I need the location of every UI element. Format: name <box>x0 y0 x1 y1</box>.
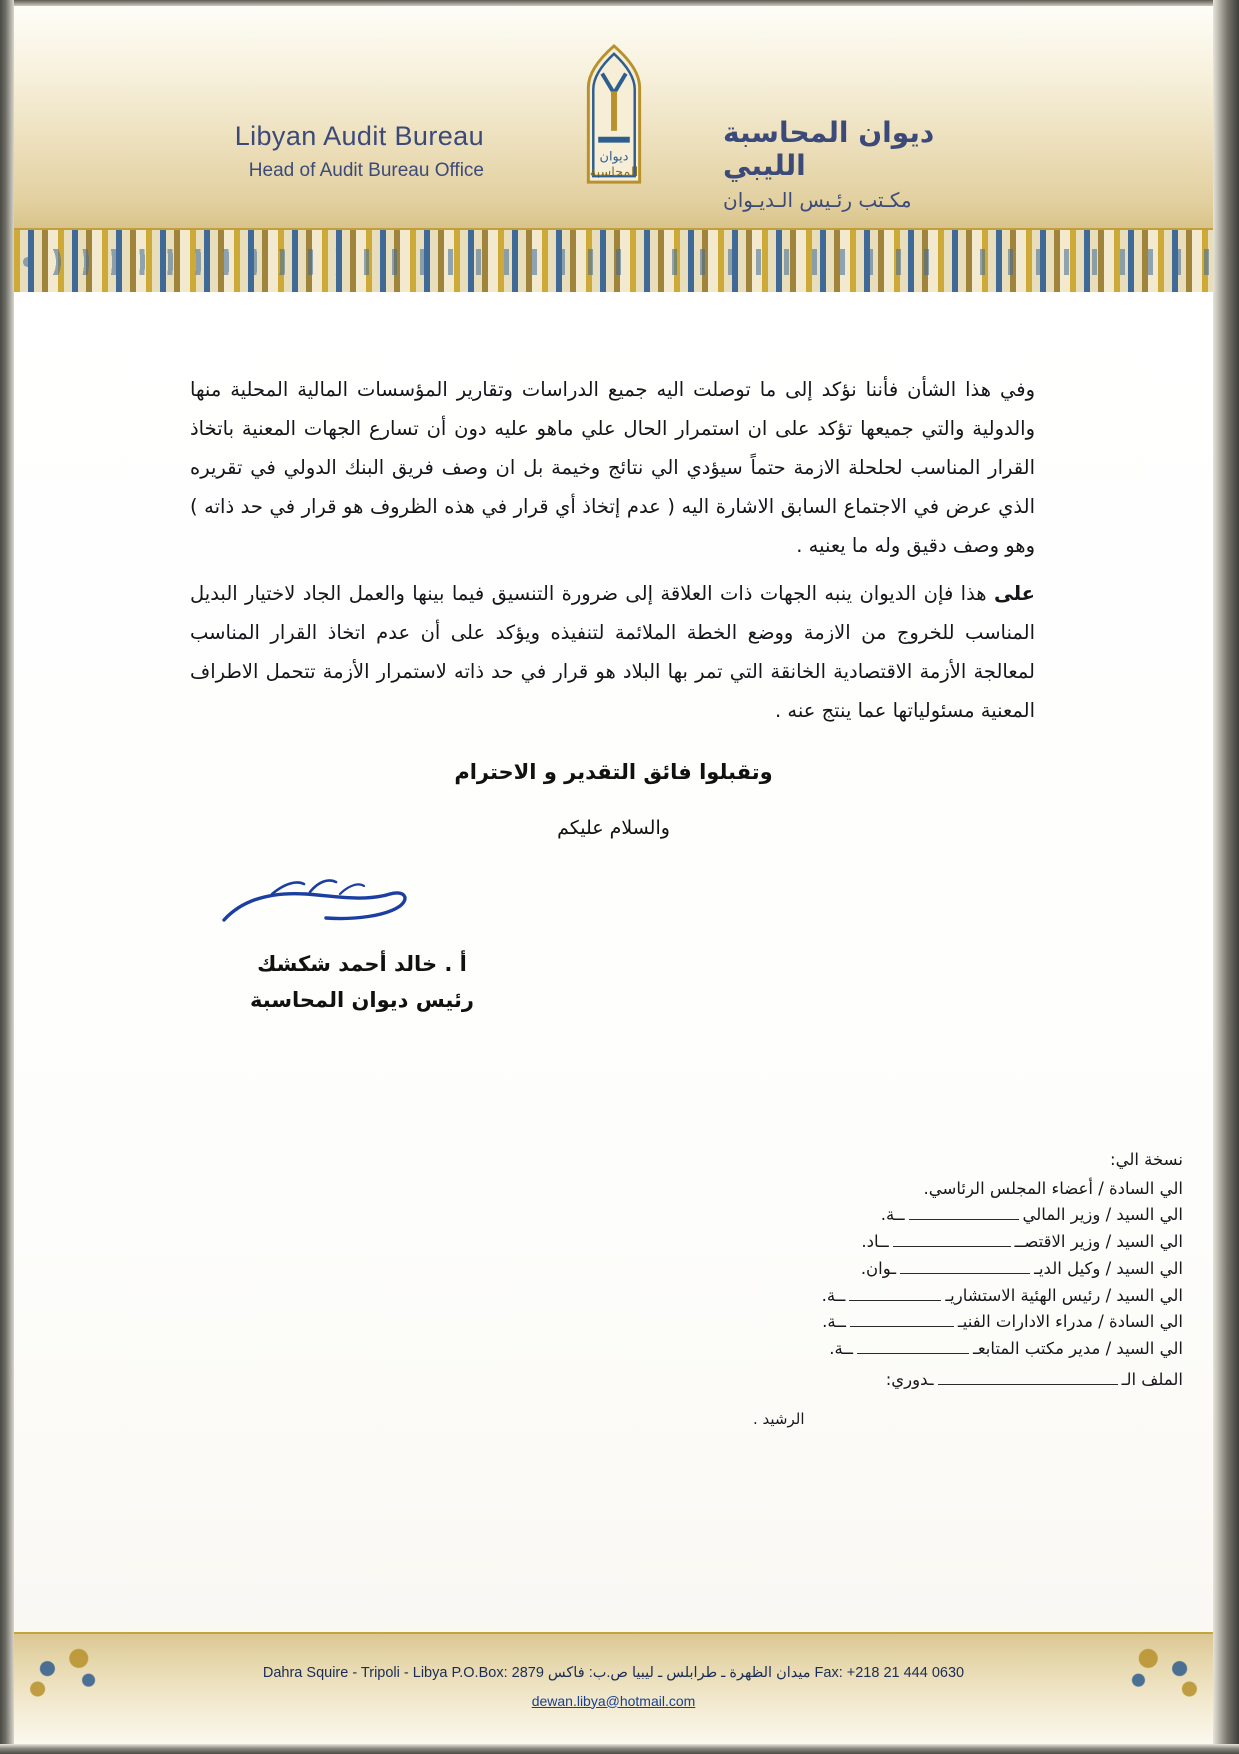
ornamental-divider <box>14 228 1213 296</box>
cc-distribution-list <box>663 1147 1183 1432</box>
cc-item-1 <box>663 1202 1183 1229</box>
cc-item-1-tail: ــة. <box>880 1205 905 1225</box>
cc-file-rule <box>938 1373 1118 1385</box>
signer-title: رئيس ديوان المحاسبة <box>250 987 474 1012</box>
header-arabic-block <box>723 116 1023 212</box>
header-english-title: Libyan Audit Bureau <box>234 121 484 151</box>
cc-item-2-rule <box>893 1236 1011 1247</box>
letterhead-footer <box>14 1632 1213 1744</box>
cc-item-6 <box>663 1336 1183 1363</box>
footer-email[interactable]: dewan.libya@hotmail.com <box>531 1692 696 1709</box>
letter-body <box>14 292 1213 1634</box>
page-edge-bottom <box>0 1744 1239 1754</box>
cc-item-0 <box>663 1176 1183 1203</box>
cc-item-2-tail: ــاد. <box>861 1232 889 1252</box>
svg-text:المحاسبة: المحاسبة <box>589 165 638 181</box>
cc-item-2-label: الي السيد / وزير الاقتصــ <box>1014 1232 1183 1252</box>
header-arabic-subtitle: مكـتب رئـيس الـديـوان <box>723 188 912 212</box>
cc-item-2 <box>663 1229 1183 1256</box>
footer-address-line <box>124 1660 1103 1688</box>
cc-item-4-tail: ــة. <box>821 1285 846 1305</box>
signer-block <box>192 947 532 1018</box>
cc-item-3-rule <box>900 1263 1030 1274</box>
footer-address-ar: ميدان الظهرة ـ طرابلس ـ ليبيا ص.ب: <box>588 1665 811 1681</box>
header-arabic-title: ديوان المحاسبة الليبي <box>723 116 935 182</box>
cc-file-label: الملف الـ <box>1121 1369 1183 1389</box>
footer-fax-label: فاكس <box>547 1665 585 1681</box>
cc-title: نسخة الي: <box>1110 1150 1183 1169</box>
footer-ornament-right-icon <box>1111 1638 1209 1706</box>
cc-item-6-tail: ــة. <box>829 1339 853 1359</box>
header-english-subtitle: Head of Audit Bureau Office <box>248 160 484 182</box>
cc-file-tail: ـدوري: <box>885 1369 934 1389</box>
cc-item-5-tail: ــة. <box>822 1312 846 1332</box>
footer-contact-block <box>124 1660 1103 1714</box>
svg-text:ديوان: ديوان <box>599 149 628 165</box>
closing-line-2: والسلام عليكم <box>557 817 670 839</box>
closing-line-1: وتقبلوا فائق التقدير و الاحترام <box>454 760 773 784</box>
letter-paragraph-2-lead: على <box>993 582 1035 605</box>
cc-footnote: الرشيد . <box>753 1410 805 1429</box>
cc-item-6-rule <box>857 1343 969 1354</box>
page-edge-right <box>1213 0 1239 1754</box>
letter-paragraph-2-text: هذا فإن الديوان ينبه الجهات ذات العلاقة إلى ضرورة التنسيق فيما بينها والعمل الجاد لاختيار البديل المناسب للخروج من الازمة ووضع الخطة الملائمة لتنفيذه ويؤكد على أن عدم اتخاذ القرار المناسب لمعالجة الأزمة الاقتصادية الخانقة التي تمر بها البلاد هو قرار في حد ذاته لاستمرار الأزمة تتحمل الاطراف المعنية مسئولياتها عما ينتج عنه . <box>190 582 1035 722</box>
header-english-block <box>194 118 484 184</box>
footer-address-en: Dahra Squire - Tripoli - Libya P.O.Box: 2879 <box>262 1665 544 1681</box>
letter-paragraph-1: وفي هذا الشأن فأننا نؤكد إلى ما توصلت اليه جميع الدراسات وتقارير المؤسسات المالية المحلية منها والدولية والتي جميعها تؤكد على ان استمرار الحال علي ماهو عليه دون أن تسارع الجهات المعنية باتخاذ القرار المناسب لحلحلة الازمة حتماً سيؤدي الي نتائج وخيمة بل ان وصف فريق البنك الدولي في تقريره الذي عرض في الاجتماع السابق الاشارة اليه ( عدم إتخاذ أي قرار في هذه الظروف هو قرار في حد ذاته ) وهو وصف دقيق وله ما يعنيه . <box>190 378 1035 557</box>
signer-name: أ . خالد أحمد شكشك <box>257 952 467 976</box>
cc-item-5-label: الي السادة / مدراء الادارات الفنيـ <box>957 1312 1183 1332</box>
cc-item-1-label: الي السيد / وزير المالي <box>1022 1205 1183 1225</box>
footer-ornament-left-icon <box>18 1638 116 1706</box>
cc-item-6-label: الي السيد / مدير مكتب المتابعـ <box>973 1339 1183 1359</box>
cc-item-0-label: الي السادة / أعضاء المجلس الرئاسي. <box>923 1178 1183 1198</box>
footer-fax-number: Fax: +218 21 444 0630 <box>814 1665 965 1681</box>
cc-file-row <box>663 1367 1183 1394</box>
cc-item-3-label: الي السيد / وكيل الديـ <box>1034 1258 1183 1278</box>
letter-paragraph-2 <box>190 574 1035 730</box>
cc-item-1-rule <box>909 1209 1019 1220</box>
cc-item-3-tail: ـوان. <box>860 1258 897 1278</box>
audit-bureau-emblem-icon <box>554 42 674 190</box>
cc-item-5-rule <box>850 1316 954 1327</box>
cc-item-3 <box>663 1256 1183 1283</box>
letterhead-header <box>14 6 1213 228</box>
cc-item-4-label: الي السيد / رئيس الهئية الاستشاريـ <box>945 1285 1183 1305</box>
cc-item-5 <box>663 1309 1183 1336</box>
signature-mark <box>214 872 444 942</box>
cc-item-4 <box>663 1283 1183 1310</box>
page-edge-left <box>0 0 14 1754</box>
cc-item-4-rule <box>849 1290 941 1301</box>
